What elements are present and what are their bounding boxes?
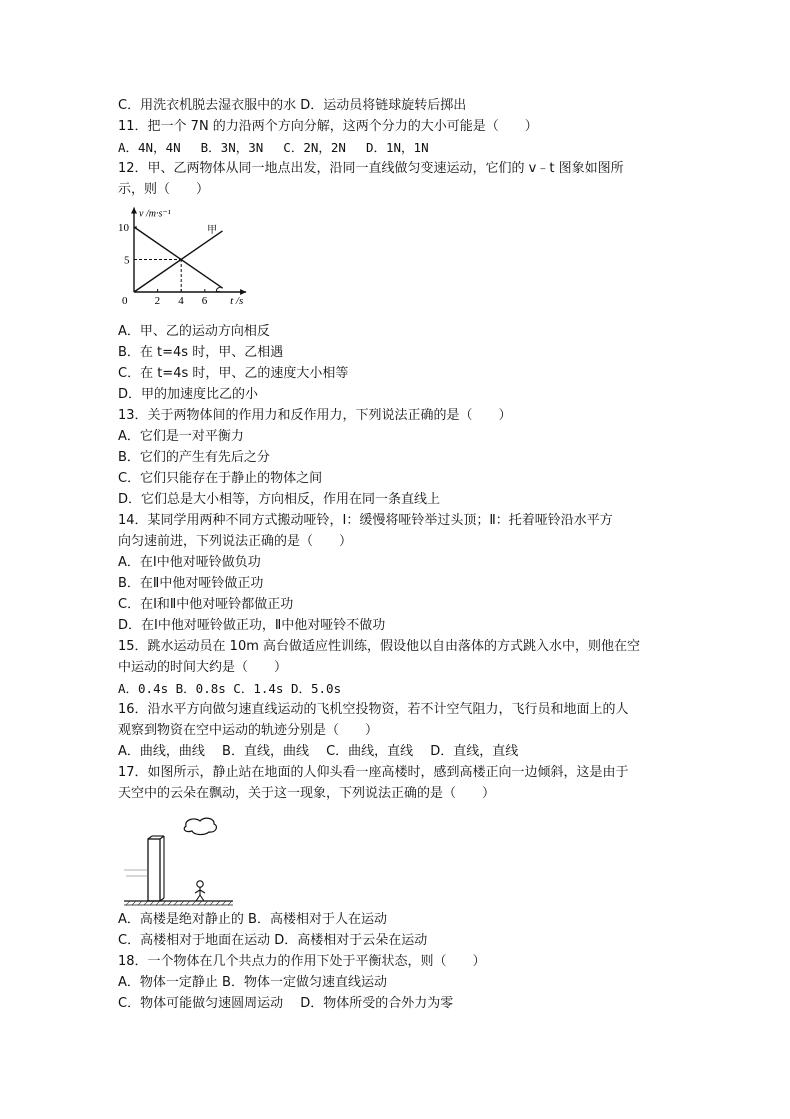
building-illustration: [118, 804, 258, 909]
text-line: 15．跳水运动员在 10m 高台做适应性训练，假设他以自由落体的方式跳入水中，则他在空: [118, 639, 641, 654]
x-tick-label: 6: [201, 295, 208, 307]
text-line: 12．甲、乙两物体从同一地点出发，沿同一直线做匀变速运动，它们的 v﹣t 图象如图所: [118, 161, 624, 176]
x-axis-label: t /s: [230, 295, 244, 307]
text-line: B．在 t=4s 时，甲、乙相遇: [118, 345, 284, 360]
y-tick-label: 5: [124, 254, 130, 267]
text-line: B．它们的产生有先后之分: [118, 450, 270, 465]
document-page: [118, 95, 678, 1014]
text-line: 向匀速前进，下列说法正确的是（ ）: [118, 534, 353, 549]
text-line: C．在 t=4s 时，甲、乙的速度大小相等: [118, 366, 349, 381]
tall-building: [148, 839, 160, 901]
y-axis-label: v /m·s⁻¹: [139, 208, 171, 220]
text-line: 示，则（ ）: [118, 182, 210, 197]
text-line: A．高楼是绝对静止的 B．高楼相对于人在运动: [118, 912, 387, 927]
text-line: 14．某同学用两种不同方式搬动哑铃，Ⅰ：缓慢将哑铃举过头顶；Ⅱ：托着哑铃沿水平方: [118, 513, 613, 528]
text-line: 13．关于两物体间的作用力和反作用力，下列说法正确的是（ ）: [118, 408, 512, 423]
text-line: C．高楼相对于地面在运动 D．高楼相对于云朵在运动: [118, 933, 428, 948]
text-line: 16．沿水平方向做匀速直线运动的飞机空投物资，若不计空气阻力，飞行员和地面上的人: [118, 702, 629, 717]
text-line: C．用洗衣机脱去湿衣服中的水 D．运动员将链球旋转后掷出: [118, 98, 467, 113]
person-figure: [195, 881, 205, 901]
text-line: A．甲、乙的运动方向相反: [118, 324, 270, 339]
x-tick-label: 2: [154, 295, 161, 307]
text-line: A．在Ⅰ中他对哑铃做负功: [118, 555, 261, 570]
text-line: C．它们只能存在于静止的物体之间: [118, 471, 323, 486]
ground: [124, 901, 233, 905]
text-line: D．甲的加速度比乙的小: [118, 387, 259, 402]
origin-label: 0: [122, 295, 128, 307]
building-figure: [118, 804, 678, 909]
series-label: 甲: [207, 224, 218, 236]
text-line: C．物体可能做匀速圆周运动 D．物体所受的合外力为零: [118, 996, 454, 1011]
text-line: C．在Ⅰ和Ⅱ中他对哑铃都做正功: [118, 597, 294, 612]
text-line: 17．如图所示，静止站在地面的人仰头看一座高楼时，感到高楼正向一边倾斜，这是由于: [118, 765, 629, 780]
text-line: A．4N，4N B．3N，3N C．2N，2N D．1N，1N: [118, 140, 429, 155]
x-tick-label: 4: [178, 295, 184, 307]
series-line-1: [134, 231, 223, 292]
y-axis-arrow: [131, 208, 137, 214]
text-line: 观察到物资在空中运动的轨迹分别是（ ）: [118, 723, 379, 738]
text-line: 11．把一个 7N 的力沿两个方向分解，这两个分力的大小可能是（ ）: [118, 119, 538, 134]
vt-graph-figure: [118, 200, 678, 321]
y-tick-label: 10: [118, 222, 129, 234]
text-line: A．物体一定静止 B．物体一定做匀速直线运动: [118, 975, 387, 990]
text-line: A．它们是一对平衡力: [118, 429, 244, 444]
text-line: B．在Ⅱ中他对哑铃做正功: [118, 576, 264, 591]
text-line: A．曲线，曲线 B．直线，曲线 C．曲线，直线 D．直线，直线: [118, 744, 519, 759]
series-line-2: [134, 227, 223, 288]
text-line: 天空中的云朵在飘动，关于这一现象，下列说法正确的是（ ）: [118, 786, 496, 801]
cloud-shape: [184, 818, 216, 834]
text-line: D．它们总是大小相等，方向相反，作用在同一条直线上: [118, 492, 441, 507]
text-line: A．0.4s B．0.8s C．1.4s D．5.0s: [118, 681, 342, 696]
vt-graph: [118, 200, 278, 321]
text-line: D．在Ⅰ中他对哑铃做正功，Ⅱ中他对哑铃不做功: [118, 618, 386, 633]
series-end-mark: [216, 287, 222, 292]
text-line: 18．一个物体在几个共点力的作用下处于平衡状态，则（ ）: [118, 954, 486, 969]
text-line: 中运动的时间大约是（ ）: [118, 660, 288, 675]
